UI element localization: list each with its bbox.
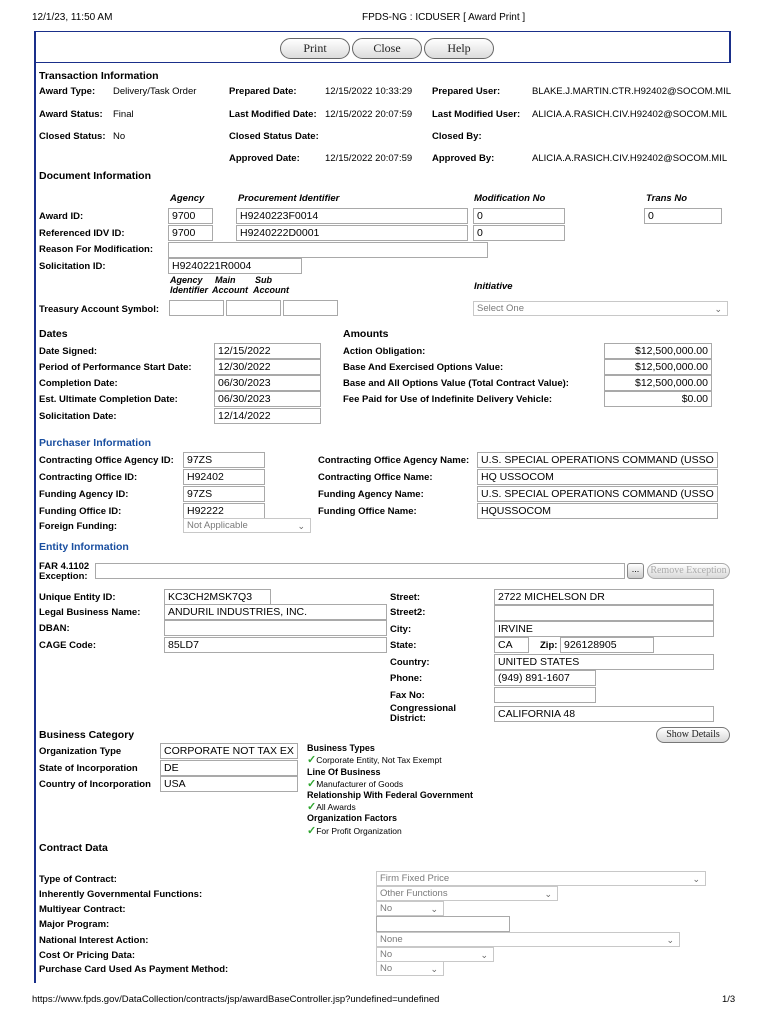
col-procurement-id-header: Procurement Identifier (238, 193, 340, 204)
closed-status-label: Closed Status: (39, 131, 106, 142)
tas-agency-input[interactable] (169, 300, 224, 316)
zip-input[interactable]: 926128905 (560, 637, 654, 653)
line-of-business-item: ✓Manufacturer of Goods (307, 778, 404, 790)
phone-input[interactable]: (949) 891-1607 (494, 670, 596, 686)
federal-relationship-item: ✓All Awards (307, 801, 356, 813)
base-exercised-input[interactable]: $12,500,000.00 (604, 359, 712, 375)
print-url: https://www.fpds.gov/DataCollection/contracts/jsp/awardBaseController.jsp?undefined=undefined (32, 994, 440, 1005)
help-button[interactable]: Help (424, 38, 494, 59)
tas-label: Treasury Account Symbol: (39, 304, 160, 315)
zip-label: Zip: (540, 640, 558, 651)
tas-sub-input[interactable] (283, 300, 338, 316)
national-interest-value: None (380, 934, 403, 945)
purchase-card-select[interactable] (376, 961, 444, 976)
award-modification-input[interactable]: 0 (473, 208, 565, 224)
frame-toolbar-divider (34, 62, 731, 63)
cost-pricing-label: Cost Or Pricing Data: (39, 950, 136, 961)
chevron-down-icon: ⌄ (480, 950, 488, 960)
funding-office-name-input[interactable]: HQUSSOCOM (477, 503, 718, 519)
country-input[interactable]: UNITED STATES (494, 654, 714, 670)
state-incorporation-label: State of Incorporation (39, 763, 138, 774)
funding-office-name-label: Funding Office Name: (318, 506, 417, 517)
checkmark-icon: ✓ (307, 754, 317, 766)
last-modified-date-label: Last Modified Date: (229, 109, 317, 120)
chevron-down-icon: ⌄ (544, 889, 552, 899)
last-modified-user-value: ALICIA.A.RASICH.CIV.H92402@SOCOM.MIL (532, 109, 728, 120)
checkmark-icon: ✓ (307, 825, 317, 837)
district-label-1: Congressional (390, 703, 456, 714)
purchaser-heading: Purchaser Information (39, 437, 152, 449)
street-input[interactable]: 2722 MICHELSON DR (494, 589, 714, 605)
funding-agency-id-label: Funding Agency ID: (39, 489, 129, 500)
approved-by-label: Approved By: (432, 153, 495, 164)
co-agency-id-label: Contracting Office Agency ID: (39, 455, 174, 466)
last-modified-user-label: Last Modified User: (432, 109, 521, 120)
co-name-input[interactable]: HQ USSOCOM (477, 469, 718, 485)
multiyear-value: No (380, 903, 393, 914)
fax-input[interactable] (494, 687, 596, 703)
ref-procurement-id-input[interactable]: H9240222D0001 (236, 225, 468, 241)
award-procurement-id-input[interactable]: H9240223F0014 (236, 208, 468, 224)
solicitation-id-input[interactable]: H9240221R0004 (168, 258, 302, 274)
co-id-input[interactable]: H92402 (183, 469, 265, 485)
entity-heading: Entity Information (39, 541, 129, 553)
far-exception-label-2: Exception: (39, 571, 88, 582)
fax-label: Fax No: (390, 690, 425, 701)
tas-sub-header: Sub (255, 275, 272, 285)
tas-main-input[interactable] (226, 300, 281, 316)
chevron-down-icon: ⌄ (430, 904, 438, 914)
co-agency-name-input[interactable]: U.S. SPECIAL OPERATIONS COMMAND (USSO (477, 452, 718, 468)
major-program-input[interactable] (376, 916, 510, 932)
uei-input[interactable]: KC3CH2MSK7Q3 (164, 589, 271, 605)
est-ultimate-input[interactable]: 06/30/2023 (214, 391, 321, 407)
closed-status-date-label: Closed Status Date: (229, 131, 319, 142)
co-name-label: Contracting Office Name: (318, 472, 433, 483)
purchase-card-value: No (380, 963, 393, 974)
national-interest-select[interactable] (376, 932, 680, 947)
foreign-funding-label: Foreign Funding: (39, 521, 118, 532)
far-exception-label-1: FAR 4.1102 (39, 561, 90, 572)
initiative-select[interactable] (473, 301, 728, 316)
col-trans-no-header: Trans No (646, 193, 688, 204)
remove-exception-button[interactable]: Remove Exception (647, 563, 730, 579)
multiyear-label: Multiyear Contract: (39, 904, 126, 915)
organization-factors-heading: Organization Factors (307, 813, 398, 823)
print-button[interactable]: Print (280, 38, 350, 59)
funding-office-id-input[interactable]: H92222 (183, 503, 265, 519)
multiyear-select[interactable] (376, 901, 444, 916)
reason-modification-input[interactable] (168, 242, 488, 258)
show-details-button[interactable]: Show Details (656, 727, 730, 743)
prepared-date-label: Prepared Date: (229, 86, 297, 97)
reason-modification-label: Reason For Modification: (39, 244, 153, 255)
closed-status-value: No (113, 131, 126, 142)
completion-date-input[interactable]: 06/30/2023 (214, 375, 321, 391)
ref-agency-input[interactable]: 9700 (168, 225, 213, 241)
cage-input[interactable]: 85LD7 (164, 637, 387, 653)
tas-sub-account-header: Account (253, 285, 289, 295)
award-status-label: Award Status: (39, 109, 103, 120)
chevron-down-icon: ⌄ (430, 964, 438, 974)
fee-paid-label: Fee Paid for Use of Indefinite Delivery Vehicle: (343, 394, 553, 405)
business-types-heading: Business Types (307, 743, 375, 753)
inherently-governmental-select[interactable] (376, 886, 558, 901)
action-obligation-input[interactable]: $12,500,000.00 (604, 343, 712, 359)
funding-office-id-label: Funding Office ID: (39, 506, 122, 517)
district-label-2: District: (390, 713, 426, 724)
award-type-label: Award Type: (39, 86, 96, 97)
funding-agency-name-label: Funding Agency Name: (318, 489, 424, 500)
pop-start-label: Period of Performance Start Date: (39, 362, 192, 373)
print-page-title: FPDS-NG : ICDUSER [ Award Print ] (362, 12, 526, 23)
city-label: City: (390, 624, 412, 635)
prepared-user-value: BLAKE.J.MARTIN.CTR.H92402@SOCOM.MIL (532, 86, 731, 97)
base-all-options-input[interactable]: $12,500,000.00 (604, 375, 712, 391)
city-input[interactable]: IRVINE (494, 621, 714, 637)
state-incorporation-input[interactable]: DE (160, 760, 298, 776)
state-input[interactable]: CA (494, 637, 529, 653)
far-exception-lookup-button[interactable]: ... (627, 563, 644, 579)
date-signed-label: Date Signed: (39, 346, 98, 357)
funding-agency-id-input[interactable]: 97ZS (183, 486, 265, 502)
cost-pricing-select[interactable] (376, 947, 494, 962)
chevron-down-icon: ⌄ (714, 304, 722, 314)
dates-heading: Dates (39, 328, 68, 340)
street2-input[interactable] (494, 605, 714, 621)
state-label: State: (390, 640, 417, 651)
checkmark-icon: ✓ (307, 801, 317, 813)
pop-start-input[interactable]: 12/30/2022 (214, 359, 321, 375)
cost-pricing-value: No (380, 949, 393, 960)
chevron-down-icon: ⌄ (666, 935, 674, 945)
contract-data-heading: Contract Data (39, 842, 108, 854)
inherently-governmental-label: Inherently Governmental Functions: (39, 889, 203, 900)
frame-top (34, 31, 731, 32)
last-modified-date-value: 12/15/2022 20:07:59 (325, 109, 413, 120)
award-id-label: Award ID: (39, 211, 84, 222)
phone-label: Phone: (390, 673, 423, 684)
country-incorporation-label: Country of Incorporation (39, 779, 151, 790)
country-label: Country: (390, 657, 430, 668)
approved-by-value: ALICIA.A.RASICH.CIV.H92402@SOCOM.MIL (532, 153, 728, 164)
business-category-heading: Business Category (39, 729, 135, 741)
legal-name-input[interactable]: ANDURIL INDUSTRIES, INC. (164, 604, 387, 620)
initiative-value: Select One (477, 303, 524, 314)
solicitation-date-label: Solicitation Date: (39, 411, 117, 422)
approved-date-value: 12/15/2022 20:07:59 (325, 153, 413, 164)
approved-date-label: Approved Date: (229, 153, 300, 164)
cage-label: CAGE Code: (39, 640, 96, 651)
action-obligation-label: Action Obligation: (343, 346, 426, 357)
chevron-down-icon: ⌄ (297, 521, 305, 531)
business-types-item: ✓Corporate Entity, Not Tax Exempt (307, 754, 442, 766)
dban-input[interactable] (164, 620, 387, 636)
award-agency-input[interactable]: 9700 (168, 208, 213, 224)
funding-agency-name-input[interactable]: U.S. SPECIAL OPERATIONS COMMAND (USSO (477, 486, 718, 502)
closed-by-label: Closed By: (432, 131, 482, 142)
dban-label: DBAN: (39, 623, 70, 634)
transaction-heading: Transaction Information (39, 70, 159, 82)
foreign-funding-select[interactable] (183, 518, 311, 533)
completion-date-label: Completion Date: (39, 378, 118, 389)
checkmark-icon: ✓ (307, 778, 317, 790)
est-ultimate-label: Est. Ultimate Completion Date: (39, 394, 178, 405)
contract-type-value: Firm Fixed Price (380, 873, 450, 884)
street-label: Street: (390, 592, 421, 603)
award-trans-no-input[interactable]: 0 (644, 208, 722, 224)
street2-label: Street2: (390, 607, 426, 618)
tas-agency-header: Agency (170, 275, 203, 285)
co-agency-id-input[interactable]: 97ZS (183, 452, 265, 468)
uei-label: Unique Entity ID: (39, 592, 116, 603)
amounts-heading: Amounts (343, 328, 389, 340)
prepared-user-label: Prepared User: (432, 86, 501, 97)
print-datetime: 12/1/23, 11:50 AM (32, 12, 113, 23)
foreign-funding-value: Not Applicable (187, 520, 248, 531)
org-type-label: Organization Type (39, 746, 122, 757)
far-exception-input[interactable] (95, 563, 625, 579)
frame-left (34, 63, 36, 983)
initiative-header: Initiative (474, 281, 513, 292)
tas-identifier-header: Identifier (170, 285, 209, 295)
co-agency-name-label: Contracting Office Agency Name: (318, 455, 470, 466)
document-heading: Document Information (39, 170, 151, 182)
print-page-number: 1/3 (722, 994, 736, 1005)
ref-idv-label: Referenced IDV ID: (39, 228, 125, 239)
date-signed-input[interactable]: 12/15/2022 (214, 343, 321, 359)
col-agency-header: Agency (170, 193, 205, 204)
national-interest-label: National Interest Action: (39, 935, 149, 946)
district-input[interactable]: CALIFORNIA 48 (494, 706, 714, 722)
tas-main-header: Main (215, 275, 236, 285)
line-of-business-heading: Line Of Business (307, 767, 381, 777)
award-type-value: Delivery/Task Order (113, 86, 197, 97)
close-button[interactable]: Close (352, 38, 422, 59)
country-incorporation-input[interactable]: USA (160, 776, 298, 792)
tas-main-account-header: Account (212, 285, 248, 295)
ref-modification-input[interactable]: 0 (473, 225, 565, 241)
organization-factors-item: ✓For Profit Organization (307, 825, 402, 837)
frame-right-top (729, 31, 731, 63)
solicitation-date-input[interactable]: 12/14/2022 (214, 408, 321, 424)
chevron-down-icon: ⌄ (692, 874, 700, 884)
fee-paid-input[interactable]: $0.00 (604, 391, 712, 407)
frame-left-top (34, 31, 36, 63)
prepared-date-value: 12/15/2022 10:33:29 (325, 86, 413, 97)
contract-type-select[interactable] (376, 871, 706, 886)
legal-name-label: Legal Business Name: (39, 607, 141, 618)
col-modification-no-header: Modification No (474, 193, 546, 204)
solicitation-id-label: Solicitation ID: (39, 261, 106, 272)
major-program-label: Major Program: (39, 919, 110, 930)
contract-type-label: Type of Contract: (39, 874, 117, 885)
base-all-options-label: Base and All Options Value (Total Contract Value): (343, 378, 569, 389)
purchase-card-label: Purchase Card Used As Payment Method: (39, 964, 229, 975)
federal-relationship-heading: Relationship With Federal Government (307, 790, 473, 800)
inherently-governmental-value: Other Functions (380, 888, 448, 899)
co-id-label: Contracting Office ID: (39, 472, 138, 483)
base-exercised-label: Base And Exercised Options Value: (343, 362, 504, 373)
org-type-input[interactable]: CORPORATE NOT TAX EX (160, 743, 298, 759)
award-status-value: Final (113, 109, 134, 120)
